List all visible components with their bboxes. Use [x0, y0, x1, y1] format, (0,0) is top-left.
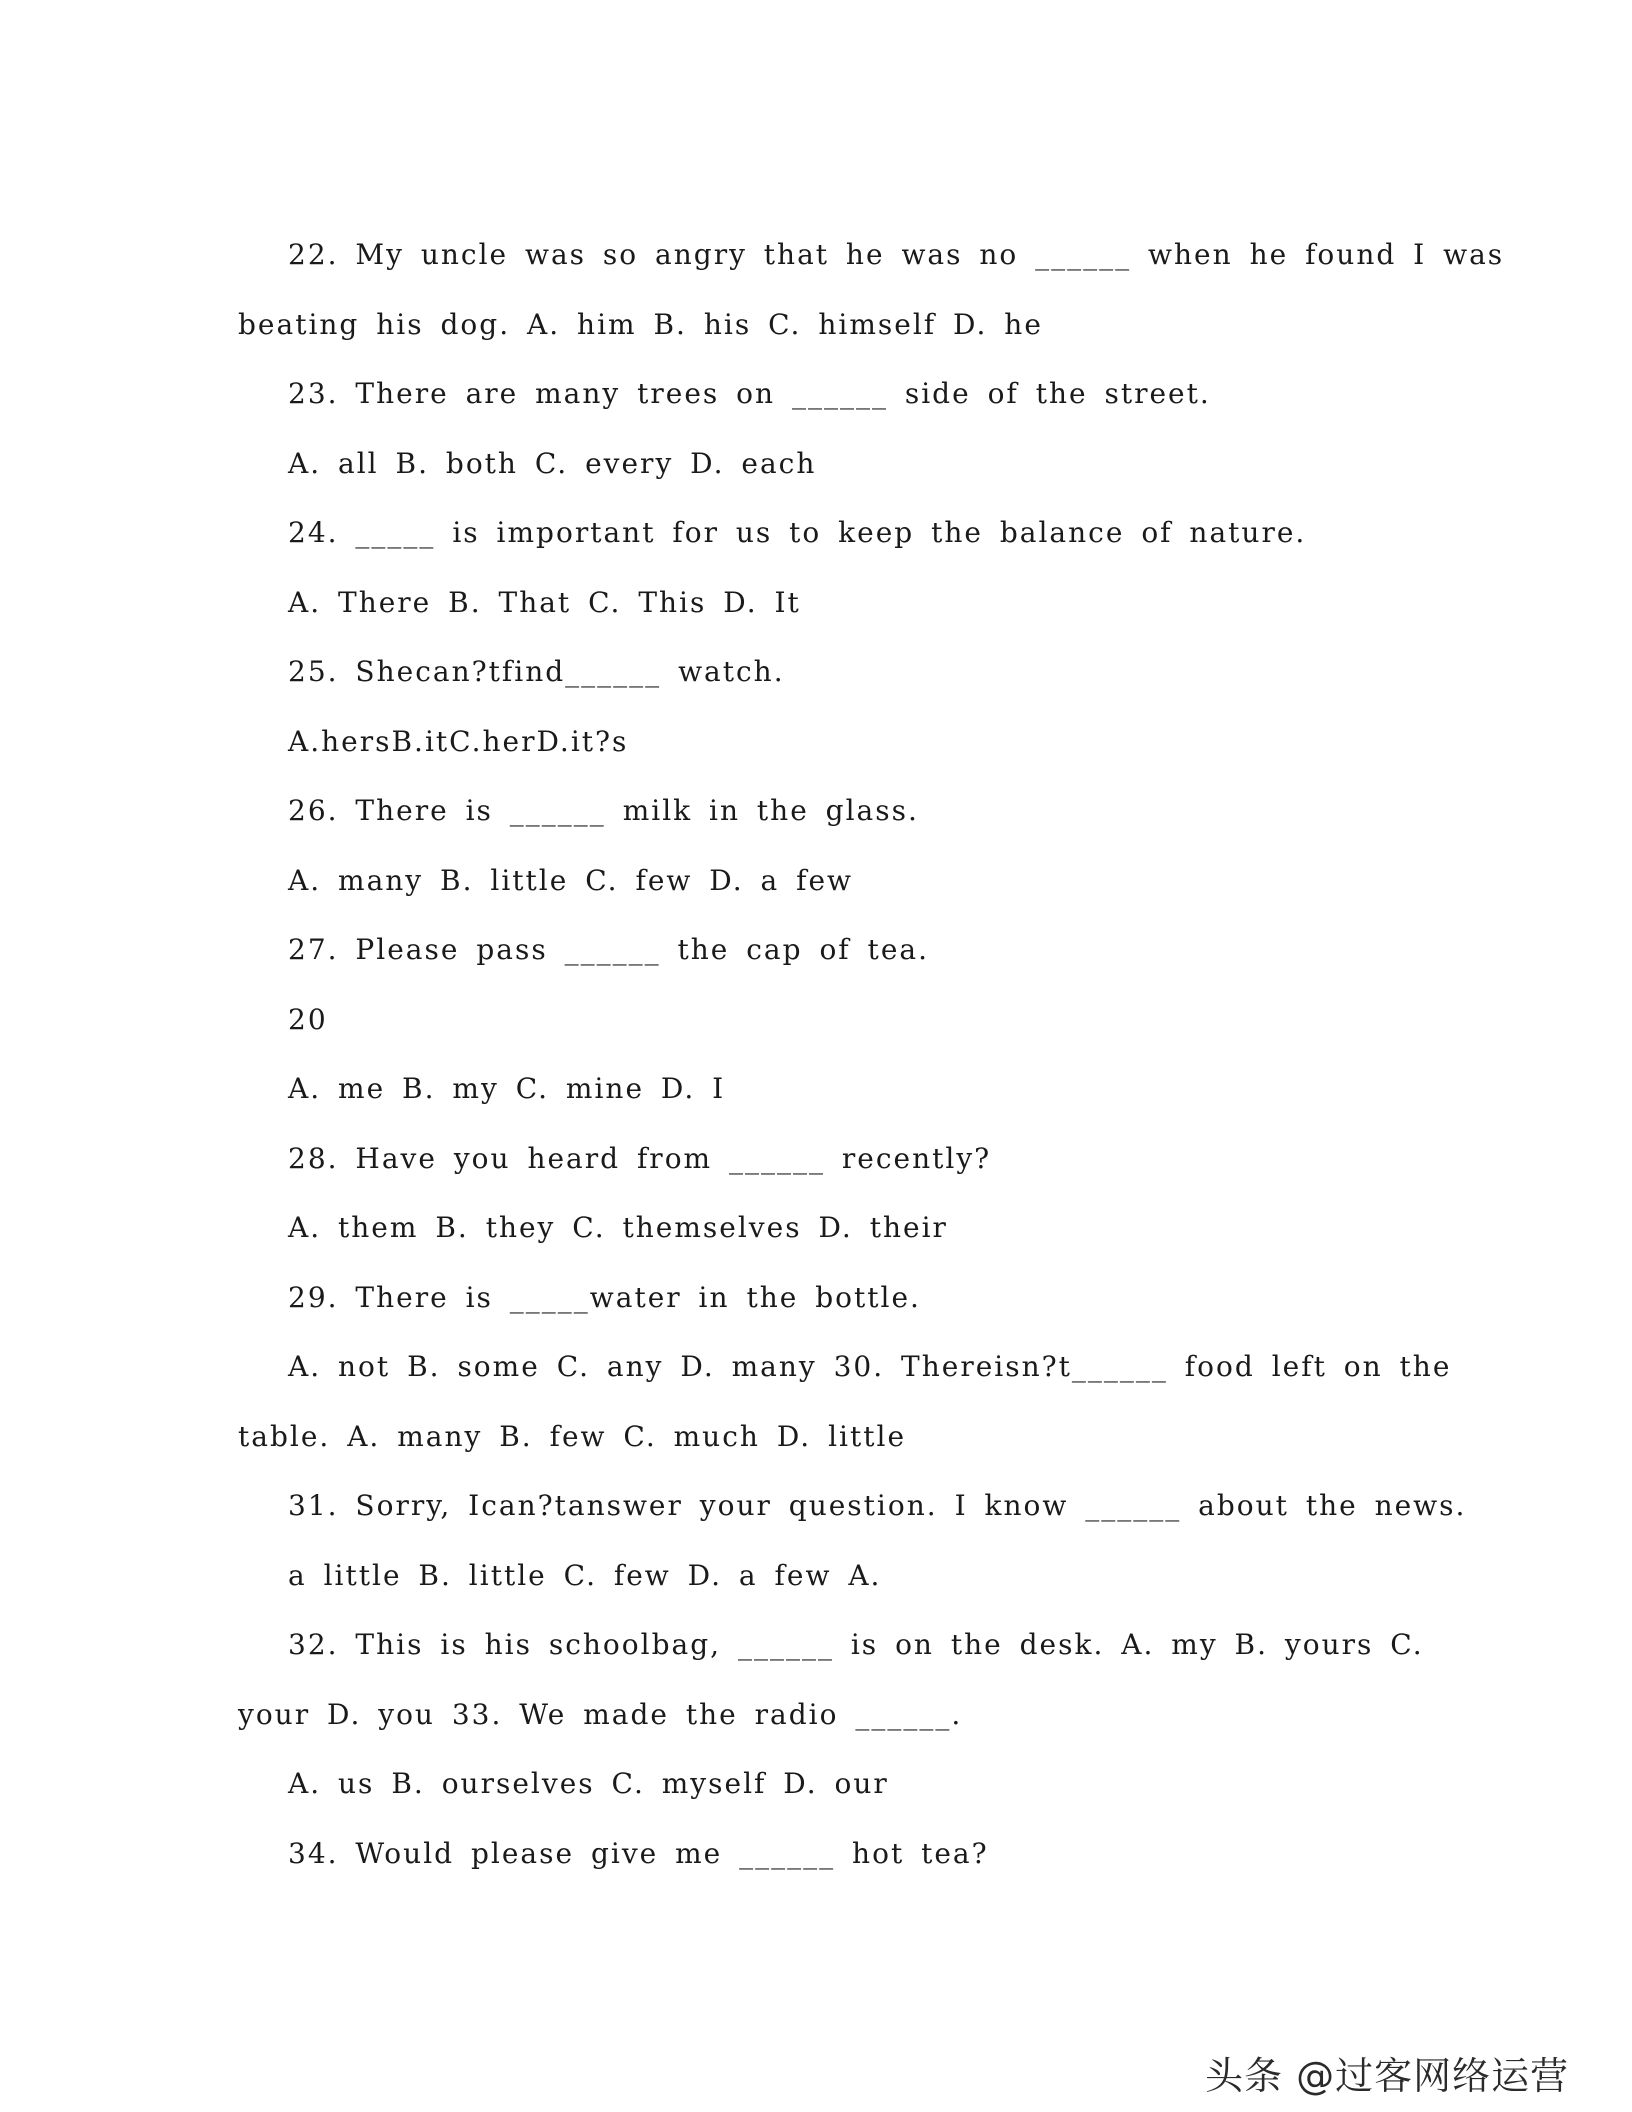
text-line: 27. Please pass ______ the cap of tea.: [288, 933, 929, 966]
text-line: 29. There is _____water in the bottle.: [288, 1280, 921, 1314]
text-line: 31. Sorry, Ican?tanswer your question. I know ______ about the news.: [288, 1489, 1467, 1522]
text-line: 32. This is his schoolbag, ______ is on the desk. A. my B. yours C.: [288, 1628, 1424, 1661]
text-line: beating his dog. A. him B. his C. himself D. he: [238, 307, 1043, 341]
text-line: your D. you 33. We made the radio ______.: [238, 1697, 963, 1731]
text-line: A. There B. That C. This D. It: [288, 585, 801, 619]
text-line: A. me B. my C. mine D. I: [288, 1072, 726, 1105]
exercise-text: [238, 220, 1505, 1888]
text-line: A.hersB.itC.herD.it?s: [288, 724, 629, 758]
text-line: A. not B. some C. any D. many 30. Thereisn?t______ food left on the: [288, 1350, 1452, 1383]
text-line: A. all B. both C. every D. each: [288, 446, 817, 480]
text-line: A. many B. little C. few D. a few: [288, 863, 854, 897]
text-line: table. A. many B. few C. much D. little: [238, 1419, 907, 1453]
text-line: a little B. little C. few D. a few A.: [288, 1558, 882, 1592]
text-line: 20: [288, 1002, 328, 1036]
text-line: 34. Would please give me ______ hot tea?: [288, 1836, 989, 1870]
text-line: A. them B. they C. themselves D. their: [288, 1211, 948, 1244]
text-line: 28. Have you heard from ______ recently?: [288, 1141, 992, 1175]
text-line: 22. My uncle was so angry that he was no ______ when he found I was: [288, 238, 1505, 271]
text-line: 24. _____ is important for us to keep the balance of nature.: [288, 516, 1307, 549]
text-line: 26. There is ______ milk in the glass.: [288, 794, 919, 827]
watermark: 头条 @过客网络运营: [1205, 2054, 1570, 2098]
text-line: A. us B. ourselves C. myself D. our: [288, 1767, 889, 1800]
text-line: 23. There are many trees on ______ side of the street.: [288, 377, 1211, 410]
text-line: 25. Shecan?tfind______ watch.: [288, 655, 785, 688]
